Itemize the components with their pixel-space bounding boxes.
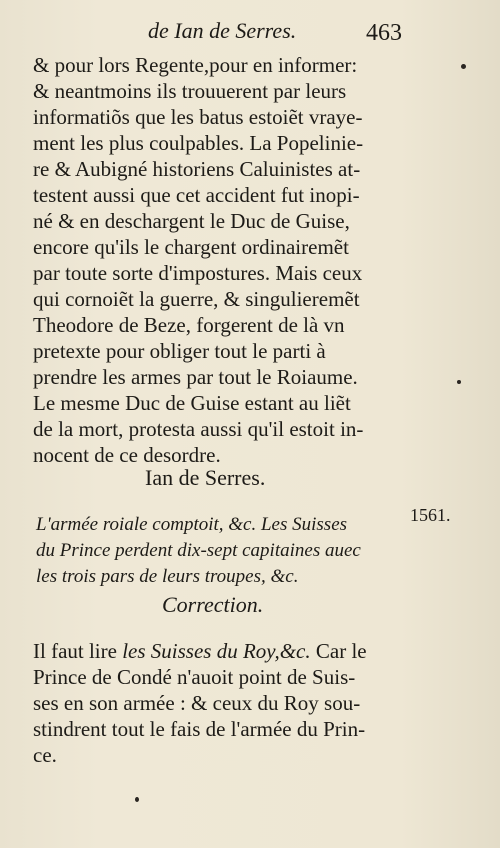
text-line: Theodore de Beze, forgerent de là vn (33, 313, 345, 337)
text-line: & neantmoins ils trouuerent par leurs (33, 79, 347, 103)
text-line (33, 638, 367, 664)
page-number: 463 (366, 20, 402, 46)
text-run-italic: les Suisses du Roy,&c. (122, 639, 311, 663)
text-line: ses en son armée : & ceux du Roy sou- (33, 691, 361, 715)
ink-speck (461, 64, 466, 69)
text-run: Car le (310, 639, 367, 663)
margin-year-note: 1561. (410, 505, 451, 525)
text-line: de la mort, protesta aussi qu'il estoit in- (33, 417, 364, 441)
text-line: né & en deschargent le Duc de Guise, (33, 209, 350, 233)
text-line: Prince de Condé n'auoit point de Suis- (33, 665, 356, 689)
text-line: Le mesme Duc de Guise estant au liẽt (33, 391, 351, 415)
text-line: stindrent tout le fais de l'armée du Prin- (33, 717, 366, 741)
text-run: Il faut lire (33, 639, 123, 663)
running-title: de Ian de Serres. (148, 18, 297, 43)
text-line: ce. (33, 743, 57, 767)
text-line: nocent de ce desordre. (33, 443, 221, 467)
text-line: informatiõs que les batus estoiẽt vraye- (33, 105, 363, 129)
text-line: encore qu'ils le chargent ordinairemẽt (33, 235, 349, 259)
text-line: prendre les armes par tout le Roiaume. (33, 365, 358, 389)
ink-speck (135, 797, 139, 802)
text-line: & pour lors Regente,pour en informer: (33, 53, 358, 77)
quote-line: les trois pars de leurs troupes, &c. (36, 566, 299, 587)
text-line: pretexte pour obliger tout le parti à (33, 339, 326, 363)
text-line: qui cornoiẽt la guerre, & singulieremẽt (33, 287, 360, 311)
author-attribution: Ian de Serres. (145, 465, 266, 490)
text-line: re & Aubigné historiens Caluinistes at- (33, 157, 361, 181)
correction-heading: Correction. (162, 592, 264, 617)
text-line: ment les plus coulpables. La Popelinie- (33, 131, 364, 155)
quote-line: L'armée roiale comptoit, &c. Les Suisses (36, 514, 348, 535)
quote-line: du Prince perdent dix-sept capitaines auec (36, 540, 361, 561)
text-line: testent aussi que cet accident fut inopi- (33, 183, 360, 207)
text-line: par toute sorte d'impostures. Mais ceux (33, 261, 363, 285)
ink-speck (457, 380, 461, 384)
